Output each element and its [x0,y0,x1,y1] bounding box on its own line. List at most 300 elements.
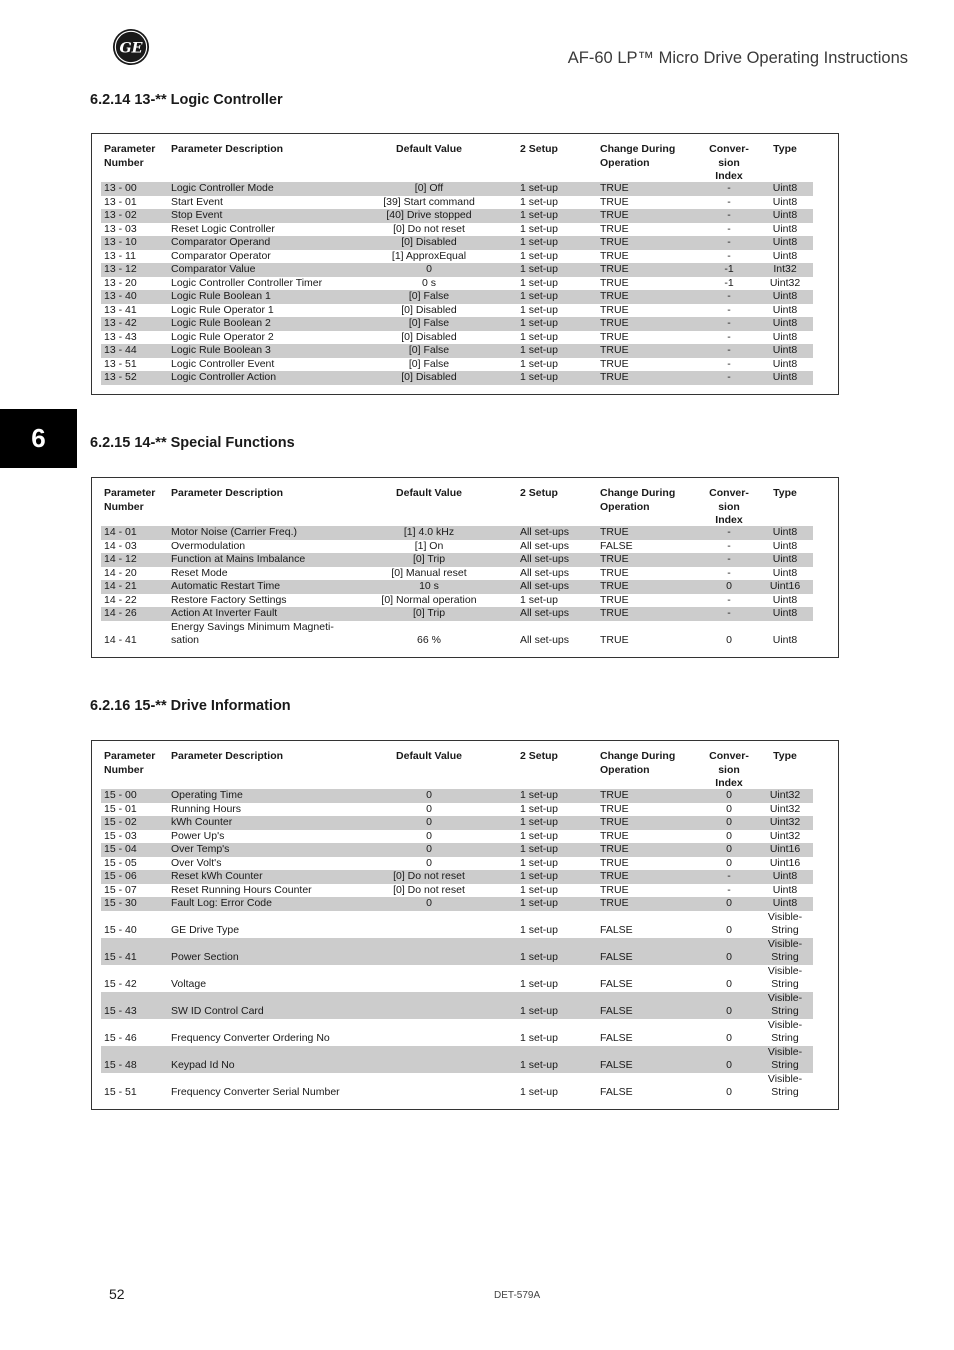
parameter-description-cell: Over Temp's [171,843,230,855]
type-cell: Uint8 [772,634,798,646]
setup-cell: 1 set-up [520,263,558,275]
change-during-operation-cell: TRUE [600,553,629,565]
parameter-number-cell: 15 - 46 [104,1032,137,1044]
type-cell: Uint32 [769,829,801,842]
change-during-operation-cell: TRUE [600,357,629,370]
change-during-operation-cell: TRUE [600,802,629,815]
type-cell: Visible- String [767,991,803,1017]
parameter-number-cell: 13 - 03 [104,222,137,235]
parameter-number-cell: 15 - 02 [104,816,137,828]
parameter-description-cell: Motor Noise (Carrier Freq.) [171,526,298,538]
parameter-number-cell: 13 - 11 [104,249,136,262]
document-title: AF-60 LP™ Micro Drive Operating Instructions [567,49,908,67]
setup-cell: 1 set-up [520,883,558,896]
parameter-description-cell: Reset kWh Counter [171,870,263,882]
setup-cell: 1 set-up [520,843,558,855]
type-cell: Int32 [773,263,797,275]
change-during-operation-cell: TRUE [600,897,629,909]
default-value-cell: [1] 4.0 kHz [403,526,455,538]
setup-cell: 1 set-up [520,978,558,990]
header-parameter-description: Parameter Description [171,143,284,155]
conversion-index-cell: - [727,883,731,896]
table-row [101,526,813,540]
type-cell: Uint32 [769,276,801,289]
parameter-description-cell: Fault Log: Error Code [171,897,272,909]
parameter-description-cell: Reset Mode [171,566,228,579]
header-2-setup: 2 Setup [520,487,558,499]
conversion-index-cell: 0 [726,1032,732,1044]
parameter-number-cell: 13 - 43 [104,330,137,343]
parameter-number-cell: 13 - 41 [104,303,137,316]
conversion-index-cell: 0 [726,1086,732,1098]
change-during-operation-cell: TRUE [600,816,629,828]
conversion-index-cell: - [727,593,731,606]
parameter-number-cell: 13 - 42 [104,317,137,329]
header-conversion-index: Conver- sion Index [709,487,749,526]
table-row [101,236,813,250]
conversion-index-cell: - [727,371,731,383]
parameter-number-cell: 15 - 41 [104,951,137,963]
change-during-operation-cell: TRUE [600,236,629,248]
conversion-index-cell: 0 [726,1059,732,1071]
change-during-operation-cell: FALSE [600,1059,633,1071]
conversion-index-cell: - [727,870,731,882]
change-during-operation-cell: TRUE [600,182,629,194]
default-value-cell: [0] False [408,357,450,370]
parameter-number-cell: 15 - 03 [104,829,137,842]
type-cell: Uint8 [772,249,798,262]
parameter-number-cell: 13 - 12 [104,263,137,275]
section-heading-special-functions: 6.2.15 14-** Special Functions [90,435,295,451]
change-during-operation-cell: TRUE [600,843,629,855]
parameter-number-cell: 13 - 20 [104,276,137,289]
parameter-description-cell: Logic Controller Action [171,371,277,383]
default-value-cell: [0] False [408,344,450,356]
setup-cell: All set-ups [520,553,570,565]
table-row [101,358,813,372]
header-parameter-description: Parameter Description [171,750,284,762]
type-cell: Visible- String [767,1072,803,1098]
setup-cell: 1 set-up [520,856,558,869]
parameter-number-cell: 15 - 51 [104,1086,137,1098]
parameter-description-cell: Logic Controller Controller Timer [171,276,323,289]
parameter-description-cell: Comparator Operand [171,236,271,248]
conversion-index-cell: - [727,290,731,302]
change-during-operation-cell: FALSE [600,1005,633,1017]
parameter-description-cell: Overmodulation [171,539,246,552]
default-value-cell: 0 [426,789,432,801]
parameter-description-cell: Logic Controller Mode [171,182,274,194]
parameter-description-cell: GE Drive Type [171,924,240,936]
default-value-cell: 0 s [421,276,436,289]
type-cell: Uint8 [772,526,798,538]
parameter-description-cell: Logic Rule Boolean 3 [171,344,271,356]
setup-cell: 1 set-up [520,330,558,343]
header-default-value: Default Value [396,487,462,499]
parameter-description-cell: Comparator Value [171,263,256,275]
conversion-index-cell: 0 [726,951,732,963]
change-during-operation-cell: TRUE [600,371,629,383]
header-parameter-number: Parameter Number [104,143,156,169]
table-row [101,196,813,210]
type-cell: Uint8 [772,566,798,579]
conversion-index-cell: 0 [726,789,732,801]
change-during-operation-cell: TRUE [600,344,629,356]
conversion-index-cell: - [727,317,731,329]
default-value-cell: [0] Off [414,182,444,194]
default-value-cell: [39] Start command [383,195,475,208]
default-value-cell: 0 [426,856,432,869]
default-value-cell: 0 [426,897,432,909]
type-cell: Visible- String [767,1018,803,1044]
parameter-number-cell: 13 - 52 [104,371,137,383]
setup-cell: 1 set-up [520,1032,558,1044]
setup-cell: 1 set-up [520,1059,558,1071]
type-cell: Uint8 [772,371,798,383]
setup-cell: 1 set-up [520,870,558,882]
chapter-tab: 6 [0,409,77,468]
conversion-index-cell: 0 [726,816,732,828]
table-row [101,938,813,965]
type-cell: Uint32 [769,789,801,801]
page-number: 52 [109,1286,125,1302]
table-row [101,331,813,345]
type-cell: Uint8 [772,607,798,619]
table-row [101,540,813,554]
document-code: DET-579A [494,1290,541,1301]
change-during-operation-cell: TRUE [600,290,629,302]
setup-cell: 1 set-up [520,344,558,356]
change-during-operation-cell: FALSE [600,539,633,552]
table-row [101,621,813,648]
table-row [101,607,813,621]
change-during-operation-cell: TRUE [600,856,629,869]
parameter-description-cell: Start Event [171,195,223,208]
setup-cell: 1 set-up [520,924,558,936]
type-cell: Uint16 [769,580,801,592]
change-during-operation-cell: TRUE [600,209,629,221]
default-value-cell: [0] Disabled [401,330,457,343]
parameter-description-cell: Logic Rule Operator 1 [171,303,274,316]
type-cell: Visible- String [767,1045,803,1071]
change-during-operation-cell: TRUE [600,870,629,882]
conversion-index-cell: 0 [726,856,732,869]
conversion-index-cell: 0 [726,897,732,909]
change-during-operation-cell: TRUE [600,222,629,235]
conversion-index-cell: - [727,209,731,221]
conversion-index-cell: - [727,566,731,579]
table-body [101,526,813,648]
parameter-number-cell: 13 - 40 [104,290,137,302]
type-cell: Uint8 [772,182,798,194]
setup-cell: 1 set-up [520,222,558,235]
setup-cell: All set-ups [520,580,570,592]
table-row [101,992,813,1019]
setup-cell: All set-ups [520,526,570,538]
default-value-cell: [40] Drive stopped [386,209,472,221]
parameter-description-cell: Automatic Restart Time [171,580,281,592]
default-value-cell: 10 s [419,580,439,592]
setup-cell: 1 set-up [520,802,558,815]
conversion-index-cell: - [727,539,731,552]
default-value-cell: [0] Trip [412,607,446,619]
table-row [101,182,813,196]
parameter-description-cell: Keypad Id No [171,1059,235,1071]
parameter-number-cell: 15 - 00 [104,789,137,801]
parameter-description-cell: Restore Factory Settings [171,593,287,606]
parameter-description-cell: Logic Rule Boolean 1 [171,290,271,302]
type-cell: Uint32 [769,816,801,828]
type-cell: Uint8 [772,222,798,235]
table-body [101,789,813,1100]
parameter-number-cell: 15 - 05 [104,856,137,869]
parameter-number-cell: 15 - 07 [104,883,137,896]
type-cell: Visible- String [767,964,803,990]
parameter-description-cell: Operating Time [171,789,243,801]
header-type: Type [773,750,797,762]
table-row [101,209,813,223]
parameter-description-cell: Action At Inverter Fault [171,607,278,619]
setup-cell: 1 set-up [520,290,558,302]
change-during-operation-cell: TRUE [600,789,629,801]
table-row [101,263,813,277]
change-during-operation-cell: TRUE [600,195,629,208]
parameter-number-cell: 14 - 26 [104,607,137,619]
table-row [101,553,813,567]
type-cell: Uint8 [772,357,798,370]
table-row [101,870,813,884]
type-cell: Uint8 [772,236,798,248]
setup-cell: 1 set-up [520,303,558,316]
conversion-index-cell: 0 [726,580,732,592]
change-during-operation-cell: TRUE [600,634,629,646]
table-row [101,1046,813,1073]
table-row [101,304,813,318]
default-value-cell: 0 [426,829,432,842]
setup-cell: All set-ups [520,566,570,579]
change-during-operation-cell: TRUE [600,566,629,579]
setup-cell: All set-ups [520,607,570,619]
table-row [101,911,813,938]
type-cell: Uint8 [772,883,798,896]
section-heading-logic-controller: 6.2.14 13-** Logic Controller [90,92,283,108]
parameter-number-cell: 14 - 03 [104,539,137,552]
change-during-operation-cell: TRUE [600,263,629,275]
table-row [101,789,813,803]
parameter-description-cell: Voltage [171,978,207,990]
type-cell: Uint8 [772,195,798,208]
table-row [101,250,813,264]
parameter-description-cell: Logic Rule Boolean 2 [171,317,271,329]
parameter-number-cell: 14 - 20 [104,566,137,579]
table-row [101,884,813,898]
conversion-index-cell: - [727,553,731,565]
setup-cell: 1 set-up [520,236,558,248]
change-during-operation-cell: TRUE [600,303,629,316]
parameter-number-cell: 14 - 21 [104,580,137,592]
parameter-number-cell: 15 - 30 [104,897,137,909]
table-row [101,830,813,844]
conversion-index-cell: - [727,182,731,194]
change-during-operation-cell: TRUE [600,317,629,329]
parameter-description-cell: Logic Controller Event [171,357,275,370]
change-during-operation-cell: TRUE [600,607,629,619]
header-default-value: Default Value [396,143,462,155]
parameter-description-cell: Function at Mains Imbalance [171,553,306,565]
parameter-description-cell: kWh Counter [171,816,233,828]
conversion-index-cell: - [727,236,731,248]
default-value-cell: [0] Disabled [401,236,457,248]
table-row [101,816,813,830]
conversion-index-cell: 0 [726,829,732,842]
default-value-cell: [0] Manual reset [391,566,467,579]
table-row [101,965,813,992]
parameter-number-cell: 14 - 41 [104,634,137,646]
table-row [101,371,813,385]
header-type: Type [773,143,797,155]
default-value-cell: [0] False [408,317,450,329]
conversion-index-cell: -1 [724,263,734,275]
setup-cell: 1 set-up [520,249,558,262]
type-cell: Uint8 [772,303,798,316]
setup-cell: 1 set-up [520,195,558,208]
parameter-number-cell: 13 - 02 [104,209,137,221]
type-cell: Visible- String [767,937,803,963]
parameter-description-cell: SW ID Control Card [171,1005,264,1017]
parameter-description-cell: Energy Savings Minimum Magneti- sation [171,620,334,646]
conversion-index-cell: - [727,249,731,262]
setup-cell: 1 set-up [520,1005,558,1017]
setup-cell: 1 set-up [520,317,558,329]
header-conversion-index: Conver- sion Index [709,143,749,182]
setup-cell: 1 set-up [520,1086,558,1098]
type-cell: Uint16 [769,856,801,869]
table-row [101,803,813,817]
default-value-cell: [0] Disabled [401,303,457,316]
conversion-index-cell: 0 [726,1005,732,1017]
header-2-setup: 2 Setup [520,750,558,762]
svg-text:GE: GE [119,40,143,57]
setup-cell: 1 set-up [520,789,558,801]
default-value-cell: [0] Do not reset [393,870,465,882]
table-row [101,1019,813,1046]
type-cell: Uint16 [769,843,801,855]
change-during-operation-cell: FALSE [600,1086,633,1098]
logic-controller-table [91,133,839,395]
parameter-number-cell: 13 - 51 [104,357,137,370]
conversion-index-cell: - [727,607,731,619]
conversion-index-cell: - [727,303,731,316]
type-cell: Uint8 [772,290,798,302]
table-row [101,277,813,291]
table-row [101,317,813,331]
conversion-index-cell: - [727,357,731,370]
type-cell: Uint8 [772,539,798,552]
parameter-number-cell: 15 - 48 [104,1059,137,1071]
conversion-index-cell: 0 [726,634,732,646]
default-value-cell: [1] On [414,539,444,552]
parameter-number-cell: 13 - 00 [104,182,137,194]
default-value-cell: [0] Trip [412,553,446,565]
header-change-during-operation: Change During Operation [600,750,676,776]
header-parameter-number: Parameter Number [104,750,156,776]
change-during-operation-cell: TRUE [600,330,629,343]
type-cell: Uint8 [772,870,798,882]
parameter-number-cell: 15 - 43 [104,1005,137,1017]
header-default-value: Default Value [396,750,462,762]
table-row [101,897,813,911]
setup-cell: 1 set-up [520,182,558,194]
setup-cell: All set-ups [520,634,570,646]
table-body [101,182,813,385]
parameter-number-cell: 15 - 40 [104,924,137,936]
table-row [101,567,813,581]
type-cell: Uint8 [772,344,798,356]
change-during-operation-cell: TRUE [600,580,629,592]
parameter-description-cell: Power Up's [171,829,225,842]
conversion-index-cell: - [727,195,731,208]
parameter-description-cell: Power Section [171,951,239,963]
header-parameter-description: Parameter Description [171,487,284,499]
setup-cell: 1 set-up [520,357,558,370]
setup-cell: 1 set-up [520,816,558,828]
conversion-index-cell: - [727,344,731,356]
default-value-cell: 0 [426,802,432,815]
change-during-operation-cell: TRUE [600,829,629,842]
default-value-cell: [0] Normal operation [381,593,477,606]
table-row [101,594,813,608]
type-cell: Uint8 [772,330,798,343]
parameter-number-cell: 13 - 44 [104,344,137,356]
parameter-description-cell: Logic Rule Operator 2 [171,330,274,343]
setup-cell: 1 set-up [520,829,558,842]
setup-cell: 1 set-up [520,276,558,289]
conversion-index-cell: 0 [726,802,732,815]
header-change-during-operation: Change During Operation [600,143,676,169]
change-during-operation-cell: TRUE [600,526,629,538]
type-cell: Uint8 [772,553,798,565]
table-row [101,290,813,304]
default-value-cell: 0 [426,843,432,855]
type-cell: Uint8 [772,317,798,329]
parameter-description-cell: Running Hours [171,802,242,815]
setup-cell: 1 set-up [520,371,558,383]
change-during-operation-cell: TRUE [600,883,629,896]
conversion-index-cell: - [727,222,731,235]
parameter-number-cell: 15 - 04 [104,843,137,855]
default-value-cell: 0 [426,816,432,828]
table-row [101,580,813,594]
change-during-operation-cell: FALSE [600,978,633,990]
type-cell: Uint32 [769,802,801,815]
conversion-index-cell: 0 [726,843,732,855]
parameter-description-cell: Stop Event [171,209,223,221]
setup-cell: 1 set-up [520,951,558,963]
conversion-index-cell: - [727,526,731,538]
conversion-index-cell: -1 [724,276,734,289]
parameter-description-cell: Frequency Converter Ordering No [171,1032,330,1044]
parameter-number-cell: 14 - 12 [104,553,137,565]
setup-cell: 1 set-up [520,209,558,221]
setup-cell: 1 set-up [520,593,558,606]
header-change-during-operation: Change During Operation [600,487,676,513]
parameter-description-cell: Over Volt's [171,856,222,869]
default-value-cell: [1] ApproxEqual [391,249,467,262]
table-row [101,843,813,857]
parameter-number-cell: 13 - 10 [104,236,137,248]
default-value-cell: [0] False [408,290,450,302]
change-during-operation-cell: TRUE [600,593,629,606]
